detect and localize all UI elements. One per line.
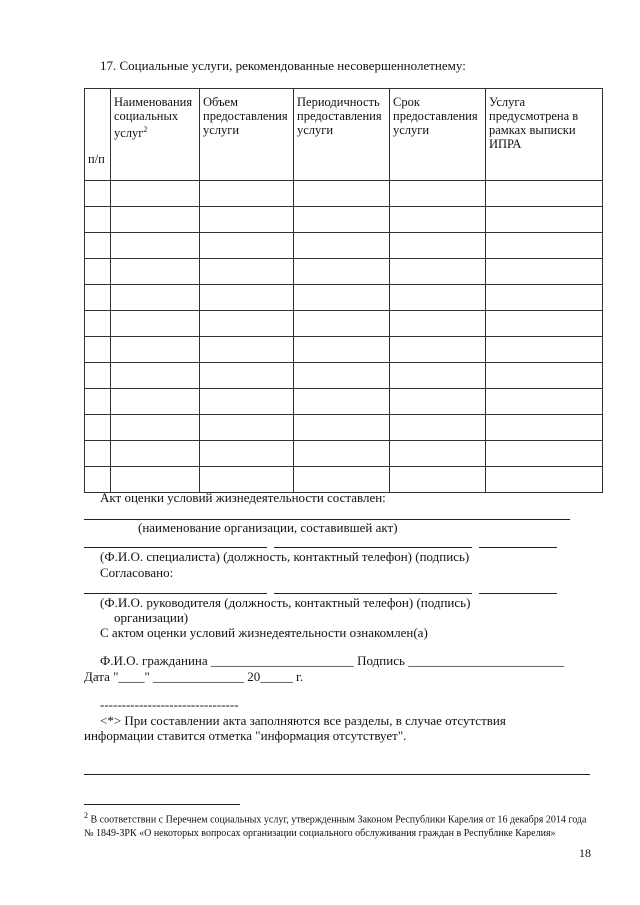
table-cell[interactable] — [390, 233, 486, 259]
header-term: Срок предоставления услуги — [390, 89, 486, 181]
table-cell[interactable] — [486, 259, 603, 285]
table-cell[interactable] — [85, 259, 111, 285]
citizen-line: Ф.И.О. гражданина ______________________ Подпись ________________________ — [100, 653, 565, 668]
head-position-line — [274, 593, 472, 594]
table-cell[interactable] — [486, 415, 603, 441]
table-cell[interactable] — [200, 337, 294, 363]
table-cell[interactable] — [486, 363, 603, 389]
table-cell[interactable] — [200, 467, 294, 493]
table-cell[interactable] — [294, 181, 390, 207]
table-cell[interactable] — [85, 207, 111, 233]
page-number: 18 — [579, 846, 591, 860]
table-cell[interactable] — [294, 389, 390, 415]
table-cell[interactable] — [200, 233, 294, 259]
act-compiled-by: Акт оценки условий жизнедеятельности составлен: — [100, 490, 386, 505]
table-cell[interactable] — [200, 415, 294, 441]
table-row — [85, 441, 603, 467]
table-cell[interactable] — [111, 233, 200, 259]
table-row — [85, 363, 603, 389]
footnote-text: В соответствии с Перечнем социальных услуг, утвержденным Законом Республики Карелия от 16 декабря 2014 года № 1849-ЗРК «О некоторых вопросах организации социального обслуживания граждан в Республике Карелия» — [84, 814, 587, 839]
table-cell[interactable] — [111, 337, 200, 363]
head-caption: (Ф.И.О. руководителя (должность, контактный телефон) (подпись) — [100, 595, 471, 610]
table-cell[interactable] — [85, 311, 111, 337]
table-cell[interactable] — [200, 285, 294, 311]
table-cell[interactable] — [390, 441, 486, 467]
table-cell[interactable] — [390, 415, 486, 441]
table-cell[interactable] — [85, 285, 111, 311]
table-cell[interactable] — [200, 441, 294, 467]
table-cell[interactable] — [111, 467, 200, 493]
table-cell[interactable] — [200, 181, 294, 207]
agreed-label: Согласовано: — [100, 565, 174, 580]
footnote — [84, 809, 592, 840]
table-cell[interactable] — [85, 441, 111, 467]
table-cell[interactable] — [85, 467, 111, 493]
note-dashes: -------------------------------- — [100, 697, 239, 712]
table-row — [85, 311, 603, 337]
table-cell[interactable] — [486, 207, 603, 233]
table-cell[interactable] — [85, 181, 111, 207]
table-row — [85, 415, 603, 441]
section-title: 17. Социальные услуги, рекомендованные несовершеннолетнему: — [100, 58, 466, 73]
table-cell[interactable] — [390, 311, 486, 337]
table-row — [85, 285, 603, 311]
table-cell[interactable] — [85, 363, 111, 389]
table-cell[interactable] — [486, 285, 603, 311]
table-cell[interactable] — [486, 441, 603, 467]
table-cell[interactable] — [390, 337, 486, 363]
table-cell[interactable] — [294, 363, 390, 389]
table-cell[interactable] — [85, 337, 111, 363]
table-cell[interactable] — [390, 207, 486, 233]
table-cell[interactable] — [200, 259, 294, 285]
table-cell[interactable] — [486, 337, 603, 363]
table-cell[interactable] — [294, 233, 390, 259]
footnote-ref: 2 — [143, 125, 148, 134]
table-row — [85, 207, 603, 233]
table-cell[interactable] — [294, 311, 390, 337]
head-signature-line — [479, 593, 557, 594]
table-cell[interactable] — [111, 363, 200, 389]
table-row — [85, 181, 603, 207]
specialist-name-line — [84, 547, 267, 548]
table-cell[interactable] — [111, 311, 200, 337]
table-cell[interactable] — [486, 389, 603, 415]
header-ipra: Услуга предусмотрена в рамках выписки ИПРА — [486, 89, 603, 181]
table-header-row — [85, 89, 603, 181]
table-cell[interactable] — [390, 259, 486, 285]
table-cell[interactable] — [294, 285, 390, 311]
services-table — [84, 88, 603, 493]
table-cell[interactable] — [85, 415, 111, 441]
table-cell[interactable] — [294, 337, 390, 363]
header-volume: Объем предоставления услуги — [200, 89, 294, 181]
table-cell[interactable] — [200, 207, 294, 233]
table-cell[interactable] — [111, 415, 200, 441]
table-row — [85, 389, 603, 415]
header-periodicity: Периодичность предоставления услуги — [294, 89, 390, 181]
table-cell[interactable] — [200, 311, 294, 337]
table-cell[interactable] — [111, 181, 200, 207]
table-cell[interactable] — [294, 467, 390, 493]
table-cell[interactable] — [390, 389, 486, 415]
header-service-name: Наименования социальных услуг$^2$ — [111, 89, 200, 181]
acquainted-text: С актом оценки условий жизнедеятельности ознакомлен(а) — [100, 625, 428, 640]
table-cell[interactable] — [294, 441, 390, 467]
specialist-caption: (Ф.И.О. специалиста) (должность, контактный телефон) (подпись) — [100, 549, 470, 564]
table-cell[interactable] — [486, 181, 603, 207]
org-caption: (наименование организации, составившей акт) — [138, 520, 398, 535]
note-text-1: <*> При составлении акта заполняются все разделы, в случае отсутствия — [100, 713, 506, 728]
table-row — [85, 259, 603, 285]
table-cell[interactable] — [486, 311, 603, 337]
specialist-signature-line — [479, 547, 557, 548]
table-cell[interactable] — [200, 389, 294, 415]
note-text-2: информации ставится отметка "информация отсутствует". — [84, 728, 407, 743]
table-cell[interactable] — [390, 181, 486, 207]
header-number: п/п — [85, 89, 111, 181]
table-cell[interactable] — [486, 233, 603, 259]
table-cell[interactable] — [390, 363, 486, 389]
table-cell[interactable] — [85, 389, 111, 415]
table-row — [85, 467, 603, 493]
date-line: Дата "____" ______________ 20_____ г. — [84, 669, 304, 684]
footnote-number: 2 — [84, 811, 88, 820]
table-cell[interactable] — [85, 233, 111, 259]
table-cell[interactable] — [111, 207, 200, 233]
table-cell[interactable] — [294, 207, 390, 233]
table-cell[interactable] — [294, 415, 390, 441]
table-cell[interactable] — [111, 285, 200, 311]
table-cell[interactable] — [390, 467, 486, 493]
table-cell[interactable] — [200, 363, 294, 389]
table-cell[interactable] — [390, 285, 486, 311]
specialist-position-line — [274, 547, 472, 548]
head-caption-org: организации) — [114, 610, 189, 625]
table-cell[interactable] — [294, 259, 390, 285]
head-name-line — [84, 593, 267, 594]
table-row — [85, 233, 603, 259]
table-cell[interactable] — [111, 389, 200, 415]
table-cell[interactable] — [486, 467, 603, 493]
bottom-rule — [84, 774, 590, 775]
table-cell[interactable] — [111, 259, 200, 285]
table-row — [85, 337, 603, 363]
table-cell[interactable] — [111, 441, 200, 467]
footnote-separator — [84, 804, 240, 805]
